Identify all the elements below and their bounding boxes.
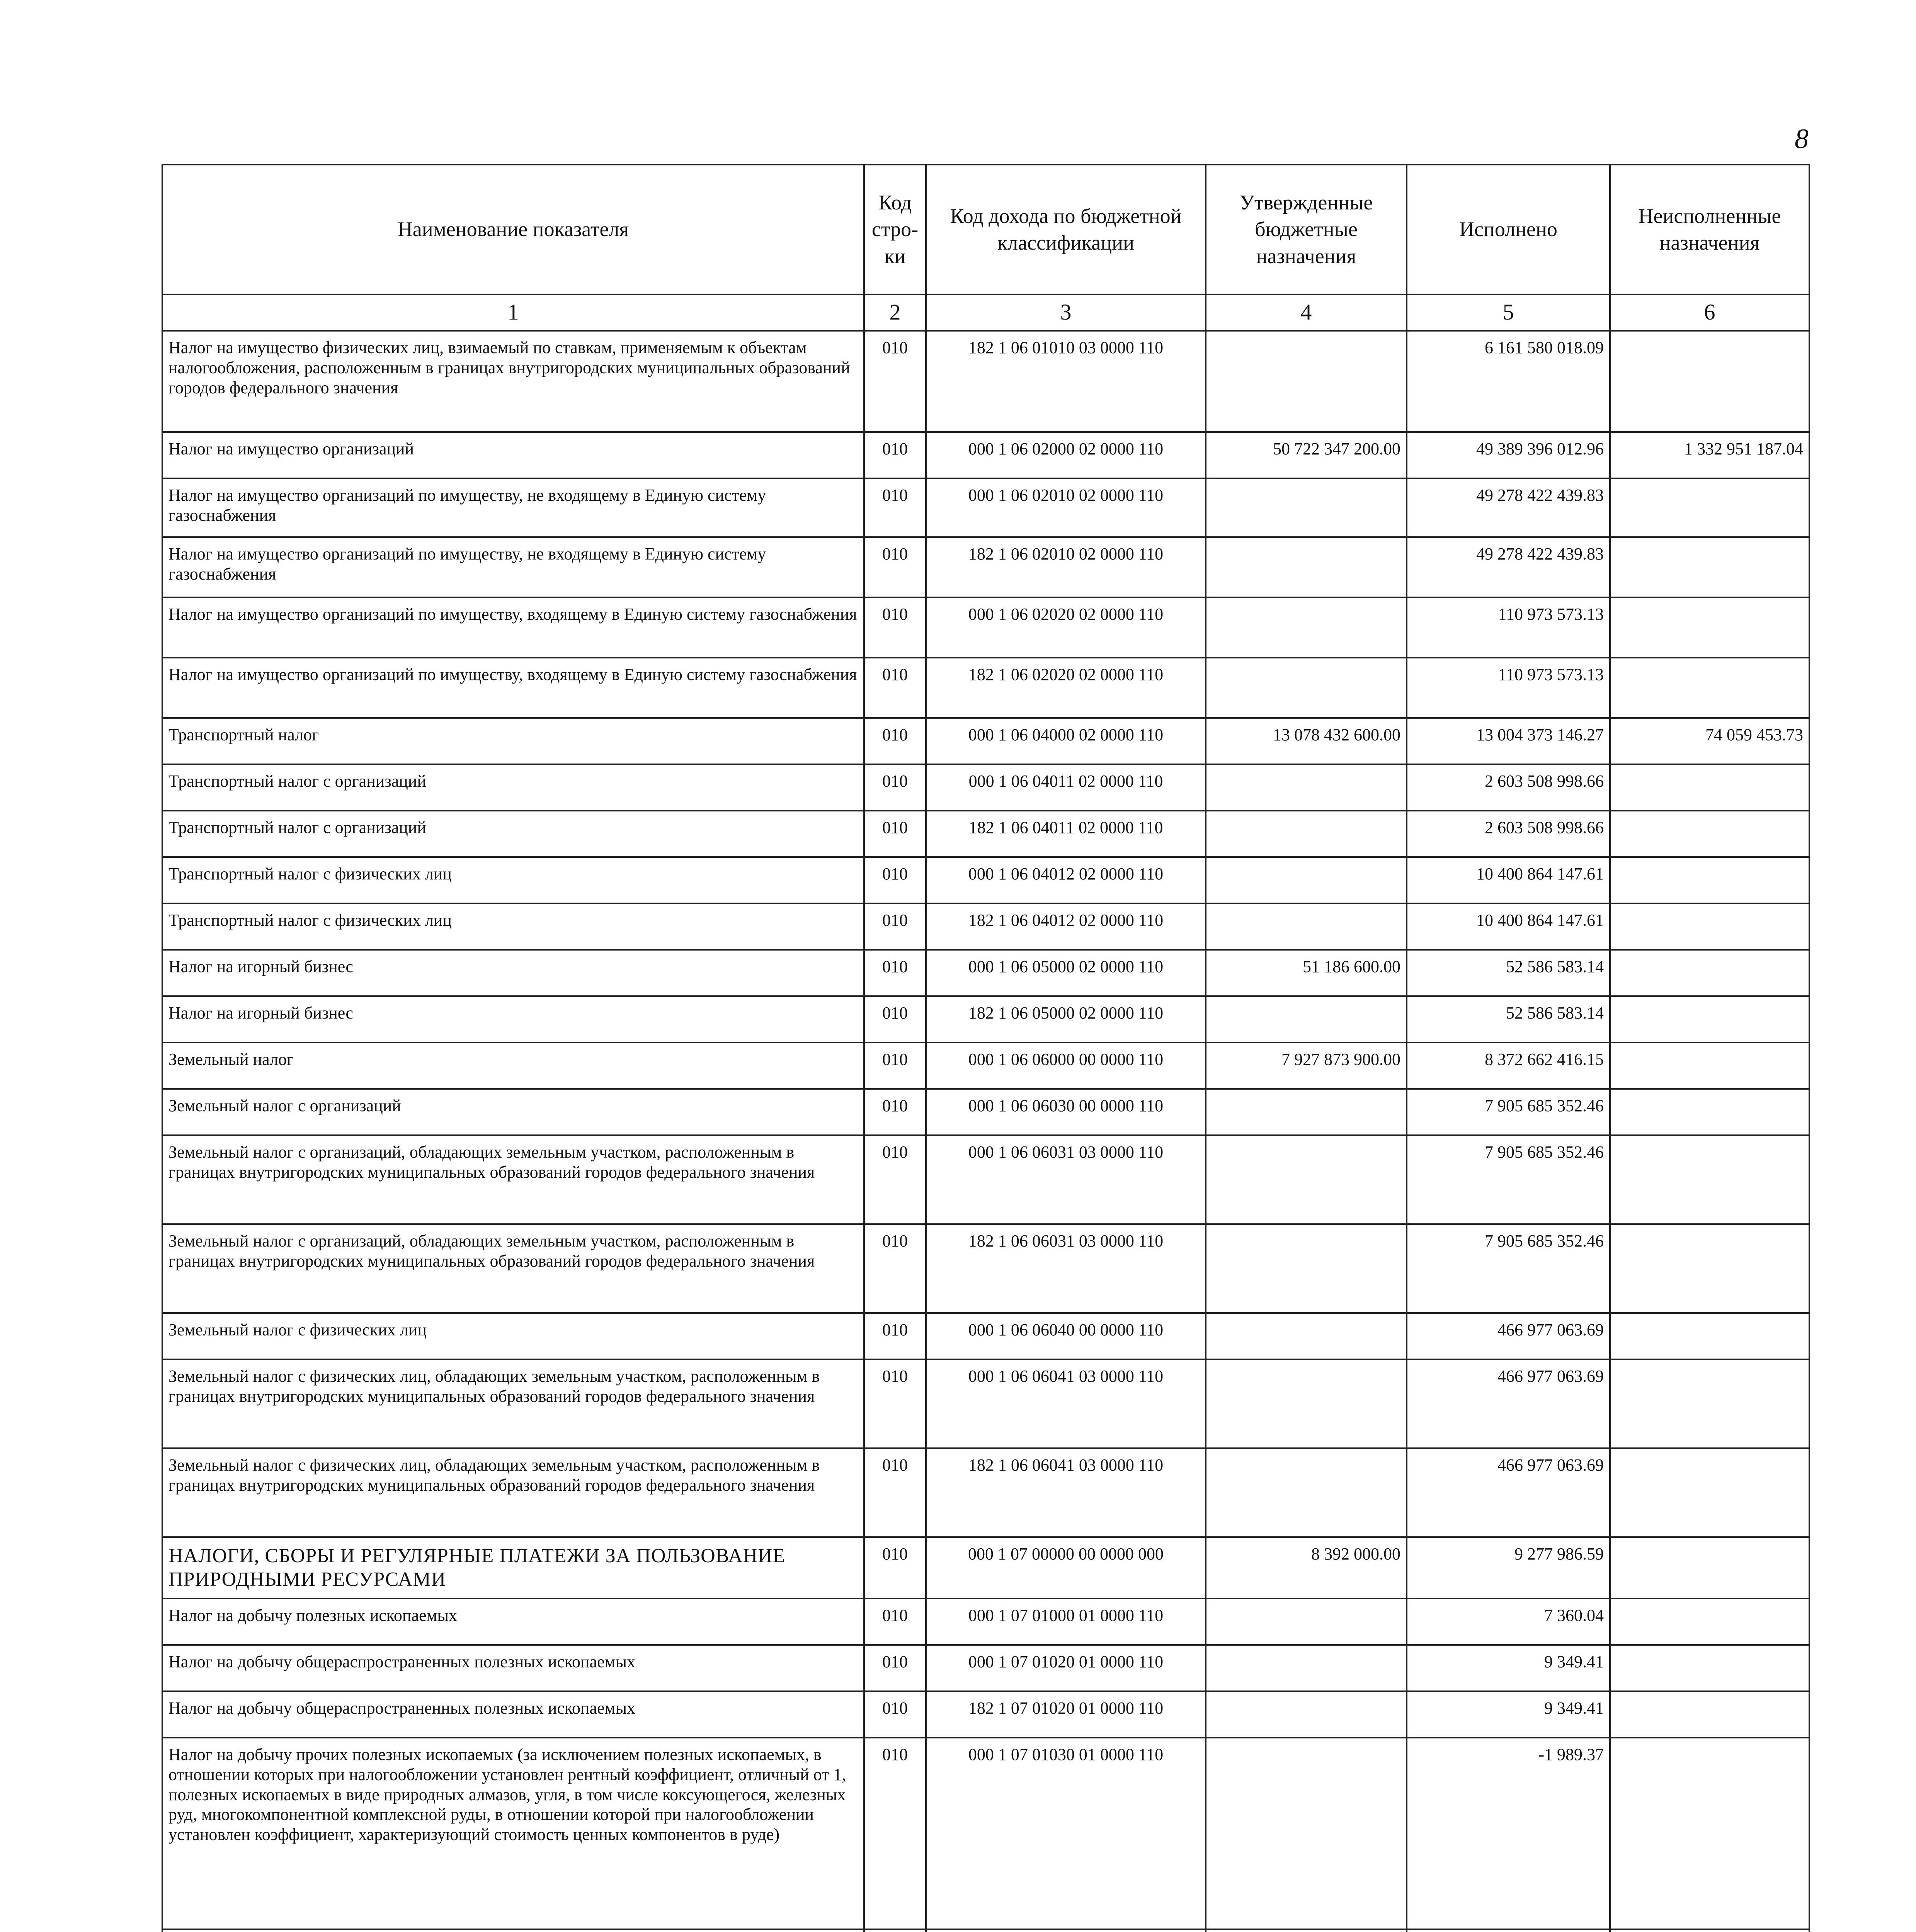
income-code: 000 1 06 04000 02 0000 110	[926, 718, 1206, 764]
approved-amount	[1206, 811, 1407, 857]
indicator-name: Налог на имущество организаций по имуществу, входящему в Единую систему газоснабжения	[162, 658, 864, 718]
column-number: 3	[926, 294, 1206, 331]
executed-amount	[1407, 1929, 1610, 1932]
page-number: 8	[1795, 123, 1809, 154]
executed-amount: 49 278 422 439.83	[1407, 478, 1610, 537]
table-row	[162, 857, 1809, 903]
income-code: 182 1 06 01010 03 0000 110	[926, 331, 1206, 432]
table-row	[162, 331, 1809, 432]
line-code: 010	[864, 1599, 926, 1645]
executed-amount: 10 400 864 147.61	[1407, 903, 1610, 950]
table-row	[162, 1135, 1809, 1224]
table-row	[162, 432, 1809, 478]
unexecuted-amount	[1610, 1738, 1809, 1929]
income-code: 000 1 06 06041 03 0000 110	[926, 1359, 1206, 1448]
unexecuted-amount	[1610, 1089, 1809, 1135]
indicator-name	[162, 1929, 864, 1932]
budget-report-table	[162, 164, 1810, 1932]
executed-amount: 7 905 685 352.46	[1407, 1224, 1610, 1313]
approved-amount	[1206, 1691, 1407, 1738]
indicator-name: Налог на имущество физических лиц, взимаемый по ставкам, применяемым к объектам налогообложения, расположенным в границах внутригородских муниципальных образований городов федерального значения	[162, 331, 864, 432]
indicator-name: Транспортный налог с физических лиц	[162, 903, 864, 950]
unexecuted-amount	[1610, 857, 1809, 903]
line-code: 010	[864, 1089, 926, 1135]
unexecuted-amount	[1610, 1448, 1809, 1537]
income-code: 000 1 07 01020 01 0000 110	[926, 1645, 1206, 1691]
unexecuted-amount	[1610, 1313, 1809, 1359]
indicator-name: Земельный налог с организаций	[162, 1089, 864, 1135]
line-code: 010	[864, 331, 926, 432]
approved-amount	[1206, 478, 1407, 537]
unexecuted-amount	[1610, 331, 1809, 432]
table-row	[162, 1645, 1809, 1691]
unexecuted-amount	[1610, 478, 1809, 537]
approved-amount: 50 722 347 200.00	[1206, 432, 1407, 478]
approved-amount: 7 927 873 900.00	[1206, 1043, 1407, 1089]
line-code: 010	[864, 1448, 926, 1537]
unexecuted-amount	[1610, 1043, 1809, 1089]
income-code: 000 1 07 00000 00 0000 000	[926, 1537, 1206, 1599]
unexecuted-amount	[1610, 950, 1809, 996]
income-code: 000 1 06 04011 02 0000 110	[926, 764, 1206, 811]
table-row	[162, 478, 1809, 537]
income-code: 000 1 06 06030 00 0000 110	[926, 1089, 1206, 1135]
line-code: 010	[864, 432, 926, 478]
table-row	[162, 764, 1809, 811]
approved-amount	[1206, 1359, 1407, 1448]
line-code: 010	[864, 1359, 926, 1448]
unexecuted-amount	[1610, 811, 1809, 857]
table-row	[162, 811, 1809, 857]
indicator-name: Транспортный налог с организаций	[162, 811, 864, 857]
table-row	[162, 1691, 1809, 1738]
indicator-name: Налог на имущество организаций по имуществу, не входящему в Единую систему газоснабжения	[162, 478, 864, 537]
indicator-name: Транспортный налог с организаций	[162, 764, 864, 811]
indicator-name: Транспортный налог	[162, 718, 864, 764]
approved-amount: 13 078 432 600.00	[1206, 718, 1407, 764]
table-row	[162, 1359, 1809, 1448]
table-row	[162, 903, 1809, 950]
unexecuted-amount	[1610, 764, 1809, 811]
line-code: 010	[864, 1691, 926, 1738]
income-code: 182 1 07 01020 01 0000 110	[926, 1691, 1206, 1738]
executed-amount: 9 349.41	[1407, 1691, 1610, 1738]
approved-amount	[1206, 1448, 1407, 1537]
table-row	[162, 996, 1809, 1043]
executed-amount: 110 973 573.13	[1407, 597, 1610, 658]
income-code: 000 1 07 01030 01 0000 110	[926, 1738, 1206, 1929]
indicator-name: Транспортный налог с физических лиц	[162, 857, 864, 903]
indicator-name: Налог на добычу общераспространенных полезных ископаемых	[162, 1691, 864, 1738]
approved-amount	[1206, 331, 1407, 432]
income-code: 182 1 06 04011 02 0000 110	[926, 811, 1206, 857]
indicator-name: Налог на имущество организаций по имуществу, не входящему в Единую систему газоснабжения	[162, 537, 864, 597]
unexecuted-amount	[1610, 658, 1809, 718]
line-code: 010	[864, 597, 926, 658]
income-code: 000 1 06 06031 03 0000 110	[926, 1135, 1206, 1224]
table-row	[162, 1043, 1809, 1089]
header-name: Наименование показателя	[162, 165, 864, 294]
unexecuted-amount: 1 332 951 187.04	[1610, 432, 1809, 478]
line-code: 010	[864, 1135, 926, 1224]
executed-amount: 52 586 583.14	[1407, 996, 1610, 1043]
unexecuted-amount	[1610, 597, 1809, 658]
header-income-code: Код дохода по бюджетной классификации	[926, 165, 1206, 294]
executed-amount: 8 372 662 416.15	[1407, 1043, 1610, 1089]
line-code: 010	[864, 1645, 926, 1691]
indicator-name: Земельный налог с организаций, обладающих земельным участком, расположенным в границах внутригородских муниципальных образований городов федерального значения	[162, 1135, 864, 1224]
unexecuted-amount	[1610, 537, 1809, 597]
approved-amount	[1206, 1089, 1407, 1135]
income-code: 182 1 06 06041 03 0000 110	[926, 1448, 1206, 1537]
approved-amount	[1206, 903, 1407, 950]
income-code: 000 1 06 02010 02 0000 110	[926, 478, 1206, 537]
line-code: 010	[864, 857, 926, 903]
income-code: 000 1 06 04012 02 0000 110	[926, 857, 1206, 903]
line-code: 010	[864, 537, 926, 597]
approved-amount: 8 392 000.00	[1206, 1537, 1407, 1599]
column-numbers-row	[162, 294, 1809, 331]
executed-amount: -1 989.37	[1407, 1738, 1610, 1929]
indicator-name: Земельный налог	[162, 1043, 864, 1089]
income-code: 000 1 07 01000 01 0000 110	[926, 1599, 1206, 1645]
column-number: 5	[1407, 294, 1610, 331]
approved-amount	[1206, 1224, 1407, 1313]
unexecuted-amount	[1610, 1645, 1809, 1691]
executed-amount: 10 400 864 147.61	[1407, 857, 1610, 903]
approved-amount	[1206, 1738, 1407, 1929]
indicator-name: Земельный налог с организаций, обладающих земельным участком, расположенным в границах внутригородских муниципальных образований городов федерального значения	[162, 1224, 864, 1313]
line-code: 010	[864, 1224, 926, 1313]
executed-amount: 6 161 580 018.09	[1407, 331, 1610, 432]
line-code: 010	[864, 718, 926, 764]
approved-amount: 51 186 600.00	[1206, 950, 1407, 996]
line-code: 010	[864, 996, 926, 1043]
unexecuted-amount	[1610, 1224, 1809, 1313]
line-code	[864, 1929, 926, 1932]
column-number: 6	[1610, 294, 1809, 331]
approved-amount	[1206, 1599, 1407, 1645]
table-row	[162, 1089, 1809, 1135]
indicator-name: Налог на имущество организаций	[162, 432, 864, 478]
executed-amount: 466 977 063.69	[1407, 1313, 1610, 1359]
unexecuted-amount	[1610, 1537, 1809, 1599]
header-line-code: Код стро-ки	[864, 165, 926, 294]
indicator-name: Налог на добычу общераспространенных полезных ископаемых	[162, 1645, 864, 1691]
unexecuted-amount	[1610, 1359, 1809, 1448]
executed-amount: 7 905 685 352.46	[1407, 1089, 1610, 1135]
line-code: 010	[864, 950, 926, 996]
approved-amount	[1206, 1135, 1407, 1224]
line-code: 010	[864, 1313, 926, 1359]
line-code: 010	[864, 764, 926, 811]
table-row	[162, 1313, 1809, 1359]
approved-amount	[1206, 764, 1407, 811]
executed-amount: 2 603 508 998.66	[1407, 811, 1610, 857]
indicator-name: Налог на игорный бизнес	[162, 996, 864, 1043]
unexecuted-amount	[1610, 1599, 1809, 1645]
executed-amount: 2 603 508 998.66	[1407, 764, 1610, 811]
executed-amount: 110 973 573.13	[1407, 658, 1610, 718]
executed-amount: 49 389 396 012.96	[1407, 432, 1610, 478]
approved-amount	[1206, 1313, 1407, 1359]
line-code: 010	[864, 658, 926, 718]
indicator-name: Налог на игорный бизнес	[162, 950, 864, 996]
line-code: 010	[864, 1537, 926, 1599]
unexecuted-amount	[1610, 1135, 1809, 1224]
indicator-name: Налог на имущество организаций по имуществу, входящему в Единую систему газоснабжения	[162, 597, 864, 658]
income-code: 182 1 06 05000 02 0000 110	[926, 996, 1206, 1043]
approved-amount	[1206, 857, 1407, 903]
executed-amount: 466 977 063.69	[1407, 1359, 1610, 1448]
income-code: 000 1 06 06040 00 0000 110	[926, 1313, 1206, 1359]
approved-amount	[1206, 597, 1407, 658]
line-code: 010	[864, 478, 926, 537]
header-unexecuted: Неисполненные назначения	[1610, 165, 1809, 294]
executed-amount: 7 360.04	[1407, 1599, 1610, 1645]
income-code: 182 1 06 02010 02 0000 110	[926, 537, 1206, 597]
unexecuted-amount	[1610, 996, 1809, 1043]
column-number: 4	[1206, 294, 1407, 331]
unexecuted-amount	[1610, 1691, 1809, 1738]
approved-amount	[1206, 1929, 1407, 1932]
approved-amount	[1206, 996, 1407, 1043]
unexecuted-amount: 74 059 453.73	[1610, 718, 1809, 764]
income-code: 000 1 06 02000 02 0000 110	[926, 432, 1206, 478]
header-approved: Утвержденные бюджетные назначения	[1206, 165, 1407, 294]
indicator-name: Земельный налог с физических лиц	[162, 1313, 864, 1359]
indicator-name: Земельный налог с физических лиц, обладающих земельным участком, расположенным в границах внутригородских муниципальных образований городов федерального значения	[162, 1448, 864, 1537]
line-code: 010	[864, 1738, 926, 1929]
executed-amount: 9 277 986.59	[1407, 1537, 1610, 1599]
table-row	[162, 1224, 1809, 1313]
unexecuted-amount	[1610, 903, 1809, 950]
table-row	[162, 537, 1809, 597]
header-executed: Исполнено	[1407, 165, 1610, 294]
income-code: 000 1 06 06000 00 0000 110	[926, 1043, 1206, 1089]
approved-amount	[1206, 658, 1407, 718]
table-row	[162, 658, 1809, 718]
table-row	[162, 1448, 1809, 1537]
executed-amount: 52 586 583.14	[1407, 950, 1610, 996]
income-code	[926, 1929, 1206, 1932]
table-row	[162, 597, 1809, 658]
income-code: 000 1 06 05000 02 0000 110	[926, 950, 1206, 996]
income-code: 182 1 06 06031 03 0000 110	[926, 1224, 1206, 1313]
approved-amount	[1206, 1645, 1407, 1691]
table-row	[162, 1929, 1809, 1932]
indicator-name: Налог на добычу полезных ископаемых	[162, 1599, 864, 1645]
indicator-name: Земельный налог с физических лиц, обладающих земельным участком, расположенным в границах внутригородских муниципальных образований городов федерального значения	[162, 1359, 864, 1448]
executed-amount: 466 977 063.69	[1407, 1448, 1610, 1537]
table-row	[162, 950, 1809, 996]
table-row	[162, 1537, 1809, 1599]
executed-amount: 9 349.41	[1407, 1645, 1610, 1691]
executed-amount: 7 905 685 352.46	[1407, 1135, 1610, 1224]
line-code: 010	[864, 1043, 926, 1089]
header-row	[162, 165, 1809, 294]
income-code: 182 1 06 04012 02 0000 110	[926, 903, 1206, 950]
executed-amount: 49 278 422 439.83	[1407, 537, 1610, 597]
approved-amount	[1206, 537, 1407, 597]
line-code: 010	[864, 811, 926, 857]
line-code: 010	[864, 903, 926, 950]
table-row	[162, 1599, 1809, 1645]
unexecuted-amount	[1610, 1929, 1809, 1932]
indicator-name: НАЛОГИ, СБОРЫ И РЕГУЛЯРНЫЕ ПЛАТЕЖИ ЗА ПОЛЬЗОВАНИЕ ПРИРОДНЫМИ РЕСУРСАМИ	[162, 1537, 864, 1599]
table-row	[162, 1738, 1809, 1929]
column-number: 1	[162, 294, 864, 331]
table-row	[162, 718, 1809, 764]
income-code: 000 1 06 02020 02 0000 110	[926, 597, 1206, 658]
column-number: 2	[864, 294, 926, 331]
executed-amount: 13 004 373 146.27	[1407, 718, 1610, 764]
indicator-name: Налог на добычу прочих полезных ископаемых (за исключением полезных ископаемых, в отношении которых при налогообложении установлен рентный коэффициент, отличный от 1, полезных ископаемых в виде природных алмазов, угля, в том числе коксующегося, железных руд, многокомпонентной комплексной руды, в отношении которой при налогообложении установлен коэффициент, характеризующий стоимость ценных компонентов в руде)	[162, 1738, 864, 1929]
income-code: 182 1 06 02020 02 0000 110	[926, 658, 1206, 718]
